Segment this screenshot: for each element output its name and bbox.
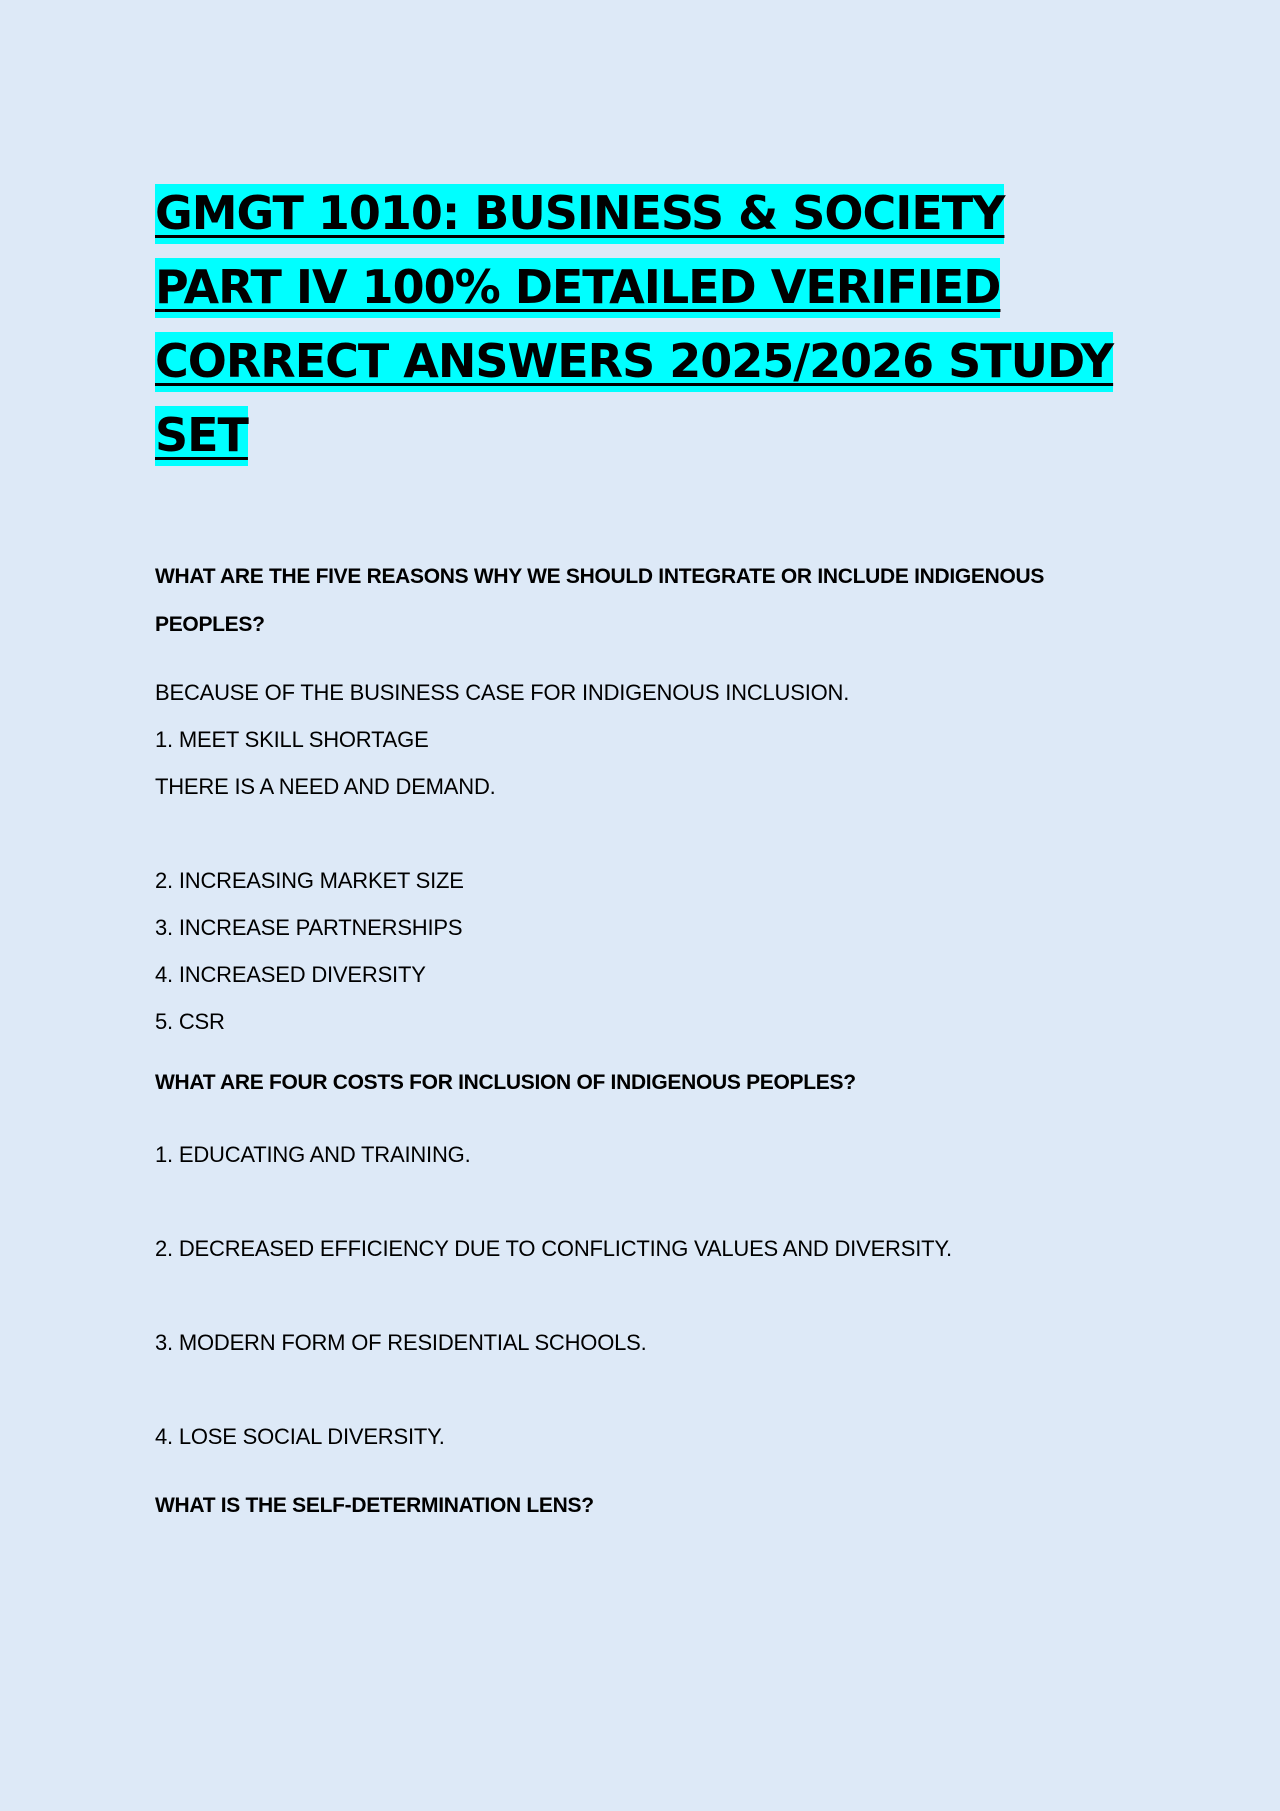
blank-line: [155, 1366, 1135, 1413]
answer-line: 2. DECREASED EFFICIENCY DUE TO CONFLICTING VALUES AND DIVERSITY.: [155, 1236, 952, 1261]
answer-line: BECAUSE OF THE BUSINESS CASE FOR INDIGENOUS INCLUSION.: [155, 680, 850, 705]
title-highlight: GMGT 1010: BUSINESS & SOCIETY PART IV 100% DETAILED VERIFIED CORRECT ANSWERS 2025/2026 STUDY SET: [155, 184, 1113, 466]
blank-line: [155, 1178, 1135, 1225]
answer-line: 1. EDUCATING AND TRAINING.: [155, 1142, 471, 1167]
document-page: [155, 176, 1135, 1530]
answer-line: 5. CSR: [155, 1009, 225, 1034]
blank-line: [155, 810, 1135, 857]
answer-line: 4. LOSE SOCIAL DIVERSITY.: [155, 1424, 445, 1449]
answer-block: [155, 669, 1135, 1045]
answer-line: 4. INCREASED DIVERSITY: [155, 962, 426, 987]
blank-line: [155, 1272, 1135, 1319]
question-heading: WHAT IS THE SELF-DETERMINATION LENS?: [155, 1494, 594, 1517]
document-title: [155, 176, 1135, 472]
answer-block: [155, 1131, 1135, 1460]
answer-line: THERE IS A NEED AND DEMAND.: [155, 774, 496, 799]
question-heading: WHAT ARE FOUR COSTS FOR INCLUSION OF INDIGENOUS PEOPLES?: [155, 1071, 856, 1094]
answer-line: 1. MEET SKILL SHORTAGE: [155, 727, 429, 752]
question-heading: WHAT ARE THE FIVE REASONS WHY WE SHOULD INTEGRATE OR INCLUDE INDIGENOUS PEOPLES?: [155, 565, 1045, 636]
qa-section-1: [155, 553, 1135, 1045]
answer-line: 3. INCREASE PARTNERSHIPS: [155, 915, 463, 940]
qa-section-3: [155, 1482, 1135, 1530]
answer-line: 3. MODERN FORM OF RESIDENTIAL SCHOOLS.: [155, 1330, 647, 1355]
qa-section-2: [155, 1059, 1135, 1460]
answer-line: 2. INCREASING MARKET SIZE: [155, 868, 464, 893]
